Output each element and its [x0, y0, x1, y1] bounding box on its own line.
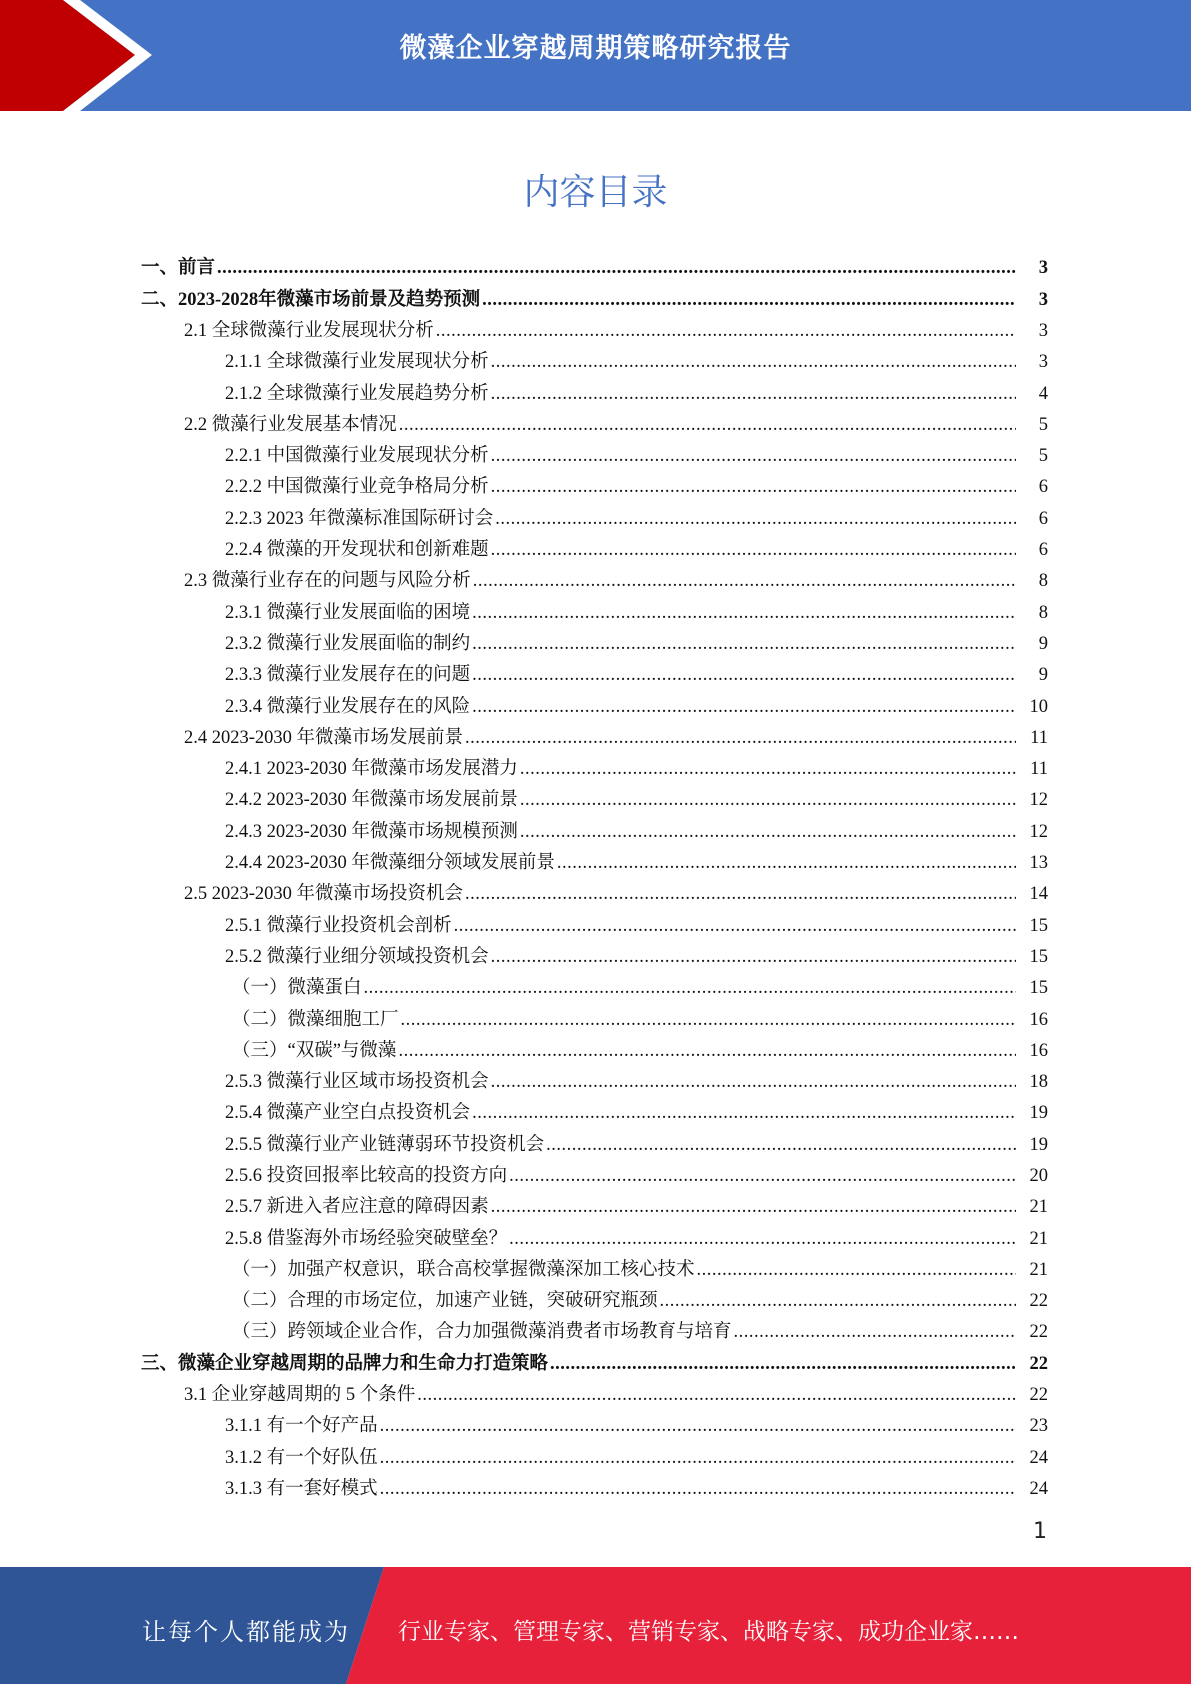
- toc-dot-leader: [217, 253, 1016, 284]
- toc-entry-page: 3: [1038, 352, 1048, 373]
- toc-entry[interactable]: [0, 1411, 1191, 1442]
- toc-entry[interactable]: [0, 503, 1191, 534]
- toc-entry-label: （二）微藻细胞工厂: [232, 1009, 399, 1030]
- toc-dot-leader: [550, 1348, 1016, 1379]
- toc-dot-leader: [465, 722, 1016, 753]
- toc-entry-page: 5: [1038, 414, 1048, 435]
- toc-entry-label: 2.5 2023-2030 年微藻市场投资机会: [184, 884, 464, 905]
- toc-entry-page: 22: [1029, 1353, 1048, 1374]
- toc-dot-leader: [509, 1223, 1016, 1254]
- toc-entry-label: 2.3.2 微藻行业发展面临的制约: [225, 633, 471, 654]
- toc-entry-page: 24: [1029, 1447, 1048, 1468]
- toc-entry-page: 11: [1030, 727, 1048, 748]
- toc-entry-label: 2.2.2 中国微藻行业竞争格局分析: [225, 477, 489, 498]
- toc-dot-leader: [472, 597, 1016, 628]
- toc-entry-page: 6: [1038, 508, 1048, 529]
- toc-dot-leader: [520, 754, 1016, 785]
- toc-entry-label: 2.1 全球微藻行业发展现状分析: [184, 320, 434, 341]
- toc-entry-page: 20: [1029, 1166, 1048, 1186]
- toc-entry[interactable]: [0, 1317, 1191, 1348]
- toc-entry-page: 21: [1029, 1259, 1048, 1280]
- toc-entry-label: （二）合理的市场定位，加速产业链，突破研究瓶颈: [232, 1291, 658, 1312]
- toc-entry[interactable]: [0, 284, 1191, 315]
- toc-entry-page: 9: [1038, 633, 1048, 654]
- toc-dot-leader: [465, 879, 1016, 910]
- toc-entry-page: 15: [1029, 946, 1048, 967]
- toc-dot-leader: [436, 316, 1016, 347]
- toc-dot-leader: [364, 973, 1016, 1004]
- toc-entry[interactable]: [0, 1067, 1191, 1098]
- toc-dot-leader: [546, 1129, 1016, 1160]
- toc-entry-page: 16: [1029, 1040, 1048, 1061]
- toc-entry-page: 3: [1038, 258, 1048, 279]
- toc-entry-page: 16: [1029, 1009, 1048, 1030]
- page-header: [0, 0, 1191, 111]
- page-number: 1: [1033, 1519, 1047, 1544]
- page-footer: [0, 1567, 1191, 1684]
- toc-entry-label: 3.1.1 有一个好产品: [225, 1416, 378, 1437]
- toc-dot-leader: [380, 1411, 1016, 1442]
- toc-entry[interactable]: [0, 347, 1191, 378]
- toc-entry-page: 19: [1029, 1103, 1048, 1124]
- toc-dot-leader: [472, 660, 1016, 691]
- toc-entry-page: 9: [1038, 665, 1048, 686]
- toc-entry-page: 6: [1038, 540, 1048, 561]
- toc-dot-leader: [472, 629, 1016, 660]
- toc-dot-leader: [520, 785, 1016, 816]
- toc-entry-page: 3: [1038, 289, 1048, 310]
- toc-entry-page: 8: [1038, 602, 1048, 623]
- toc-entry-page: 12: [1029, 821, 1048, 842]
- toc-entry[interactable]: [0, 1474, 1191, 1505]
- toc-entry-label: 2.2 微藻行业发展基本情况: [184, 414, 397, 435]
- toc-title: 内容目录: [523, 172, 668, 213]
- toc-dot-leader: [491, 535, 1016, 566]
- toc-entry-label: 2.4.4 2023-2030 年微藻细分领域发展前景: [225, 853, 555, 874]
- toc-dot-leader: [509, 1161, 1016, 1192]
- toc-entry-page: 21: [1029, 1197, 1048, 1218]
- toc-entry-page: 5: [1038, 446, 1048, 467]
- toc-entry-page: 22: [1029, 1291, 1048, 1312]
- toc-entry-label: 3.1.2 有一个好队伍: [225, 1447, 378, 1468]
- toc-entry-page: 15: [1029, 915, 1048, 936]
- toc-entry-page: 15: [1029, 978, 1048, 999]
- toc-entry[interactable]: [0, 879, 1191, 910]
- toc-entry-page: 6: [1038, 477, 1048, 498]
- toc-dot-leader: [454, 910, 1016, 941]
- toc-dot-leader: [401, 1004, 1016, 1035]
- toc-entry-label: 2.3.4 微藻行业发展存在的风险: [225, 696, 471, 717]
- toc-entry[interactable]: [0, 1380, 1191, 1411]
- toc-entry-label: 2.5.2 微藻行业细分领域投资机会: [225, 946, 489, 967]
- toc-entry-label: 2.4 2023-2030 年微藻市场发展前景: [184, 727, 464, 748]
- toc-entry[interactable]: [0, 597, 1191, 628]
- toc-dot-leader: [380, 1474, 1016, 1505]
- toc-entry[interactable]: [0, 441, 1191, 472]
- toc-entry-label: 一、前言: [141, 258, 216, 279]
- toc-entry[interactable]: [0, 973, 1191, 1004]
- toc-dot-leader: [473, 566, 1016, 597]
- toc-dot-leader: [472, 691, 1016, 722]
- toc-dot-leader: [482, 284, 1016, 315]
- toc-entry[interactable]: [0, 1161, 1191, 1192]
- toc-entry-label: 2.2.3 2023 年微藻标准国际研讨会: [225, 508, 494, 529]
- toc-entry-label: （三）“双碳”与微藻: [232, 1040, 397, 1061]
- footer-slogan-right: 行业专家、管理专家、营销专家、战略专家、成功企业家……: [398, 1619, 1019, 1645]
- toc-entry-page: 21: [1029, 1228, 1048, 1249]
- toc-entry-label: 2.2.1 中国微藻行业发展现状分析: [225, 446, 489, 467]
- toc-entry-label: 2.5.6 投资回报率比较高的投资方向: [225, 1166, 508, 1186]
- toc-entry[interactable]: [0, 1286, 1191, 1317]
- toc-entry-page: 3: [1038, 320, 1048, 341]
- toc-entry[interactable]: [0, 1255, 1191, 1286]
- toc-entry[interactable]: [0, 535, 1191, 566]
- toc-entry-label: 2.1.2 全球微藻行业发展趋势分析: [225, 383, 489, 404]
- toc-entry-label: 2.5.4 微藻产业空白点投资机会: [225, 1103, 471, 1124]
- toc-entry[interactable]: [0, 691, 1191, 722]
- toc-entry[interactable]: [0, 910, 1191, 941]
- toc-dot-leader: [557, 848, 1016, 879]
- toc-entry[interactable]: [0, 253, 1191, 284]
- toc-entry-page: 13: [1029, 853, 1048, 874]
- toc-entry-label: 二、2023-2028年微藻市场前景及趋势预测: [141, 289, 481, 310]
- toc-entry-page: 22: [1029, 1322, 1048, 1343]
- toc-entry[interactable]: [0, 816, 1191, 847]
- toc-dot-leader: [491, 347, 1016, 378]
- toc-dot-leader: [491, 1192, 1016, 1223]
- toc-dot-leader: [417, 1380, 1016, 1411]
- toc-entry[interactable]: [0, 378, 1191, 409]
- header-title: 微藻企业穿越周期策略研究报告: [399, 33, 792, 64]
- toc-entry[interactable]: [0, 1192, 1191, 1223]
- toc-entry-page: 12: [1029, 790, 1048, 811]
- footer-slogan-left: 让每个人都能成为: [142, 1618, 350, 1646]
- toc-entry-page: 14: [1029, 884, 1048, 905]
- toc-entry-page: 10: [1029, 696, 1048, 717]
- toc-entry[interactable]: [0, 629, 1191, 660]
- toc-entry[interactable]: [0, 848, 1191, 879]
- toc-dot-leader: [660, 1286, 1016, 1317]
- toc-entry-label: 3.1.3 有一套好模式: [225, 1478, 378, 1499]
- toc-entry[interactable]: [0, 942, 1191, 973]
- toc-entry-label: 2.3.1 微藻行业发展面临的困境: [225, 602, 471, 623]
- table-of-contents: [0, 253, 1191, 1505]
- toc-entry-page: 19: [1029, 1134, 1048, 1155]
- toc-entry-page: 4: [1038, 383, 1048, 404]
- toc-entry-page: 18: [1029, 1072, 1048, 1093]
- toc-entry-label: 2.5.1 微藻行业投资机会剖析: [225, 915, 452, 936]
- toc-entry[interactable]: [0, 1348, 1191, 1379]
- toc-entry-label: （一）微藻蛋白: [232, 978, 362, 999]
- toc-entry[interactable]: [0, 472, 1191, 503]
- toc-dot-leader: [491, 378, 1016, 409]
- toc-entry[interactable]: [0, 316, 1191, 347]
- toc-entry-label: 2.3 微藻行业存在的问题与风险分析: [184, 571, 471, 592]
- toc-entry-label: 2.5.7 新进入者应注意的障碍因素: [225, 1197, 489, 1218]
- toc-entry[interactable]: [0, 1129, 1191, 1160]
- toc-dot-leader: [399, 409, 1016, 440]
- toc-entry-page: 8: [1038, 571, 1048, 592]
- toc-entry[interactable]: [0, 1442, 1191, 1473]
- toc-entry[interactable]: [0, 409, 1191, 440]
- toc-dot-leader: [520, 816, 1016, 847]
- toc-dot-leader: [491, 472, 1016, 503]
- toc-dot-leader: [734, 1317, 1016, 1348]
- toc-entry-label: 2.3.3 微藻行业发展存在的问题: [225, 665, 471, 686]
- toc-entry-page: 22: [1029, 1385, 1048, 1406]
- toc-entry-label: 2.5.8 借鉴海外市场经验突破壁垒？: [225, 1228, 508, 1249]
- toc-entry-page: 23: [1029, 1416, 1048, 1437]
- toc-entry-label: 三、微藻企业穿越周期的品牌力和生命力打造策略: [141, 1353, 549, 1374]
- toc-entry[interactable]: [0, 1035, 1191, 1066]
- toc-entry[interactable]: [0, 1004, 1191, 1035]
- toc-dot-leader: [495, 503, 1016, 534]
- toc-entry[interactable]: [0, 1098, 1191, 1129]
- toc-entry-label: 2.5.5 微藻行业产业链薄弱环节投资机会: [225, 1134, 545, 1155]
- toc-entry-label: 2.1.1 全球微藻行业发展现状分析: [225, 352, 489, 373]
- toc-dot-leader: [380, 1442, 1016, 1473]
- toc-entry-label: 2.4.1 2023-2030 年微藻市场发展潜力: [225, 759, 518, 780]
- toc-entry-label: 2.2.4 微藻的开发现状和创新难题: [225, 540, 489, 561]
- toc-dot-leader: [472, 1098, 1016, 1129]
- toc-entry[interactable]: [0, 722, 1191, 753]
- toc-entry-page: 24: [1029, 1478, 1048, 1499]
- toc-entry-label: （三）跨领域企业合作，合力加强微藻消费者市场教育与培育: [232, 1322, 732, 1343]
- toc-entry[interactable]: [0, 660, 1191, 691]
- toc-dot-leader: [491, 441, 1016, 472]
- toc-entry-label: （一）加强产权意识，联合高校掌握微藻深加工核心技术: [232, 1259, 695, 1280]
- toc-entry[interactable]: [0, 785, 1191, 816]
- toc-entry[interactable]: [0, 754, 1191, 785]
- toc-dot-leader: [491, 1067, 1016, 1098]
- toc-dot-leader: [697, 1255, 1016, 1286]
- toc-entry[interactable]: [0, 566, 1191, 597]
- toc-entry-label: 2.4.2 2023-2030 年微藻市场发展前景: [225, 790, 518, 811]
- toc-entry-label: 3.1 企业穿越周期的 5 个条件: [184, 1385, 416, 1406]
- toc-entry-label: 2.5.3 微藻行业区域市场投资机会: [225, 1072, 489, 1093]
- toc-dot-leader: [491, 942, 1016, 973]
- toc-entry-page: 11: [1030, 759, 1048, 780]
- toc-dot-leader: [398, 1035, 1016, 1066]
- toc-entry-label: 2.4.3 2023-2030 年微藻市场规模预测: [225, 821, 518, 842]
- toc-entry[interactable]: [0, 1223, 1191, 1254]
